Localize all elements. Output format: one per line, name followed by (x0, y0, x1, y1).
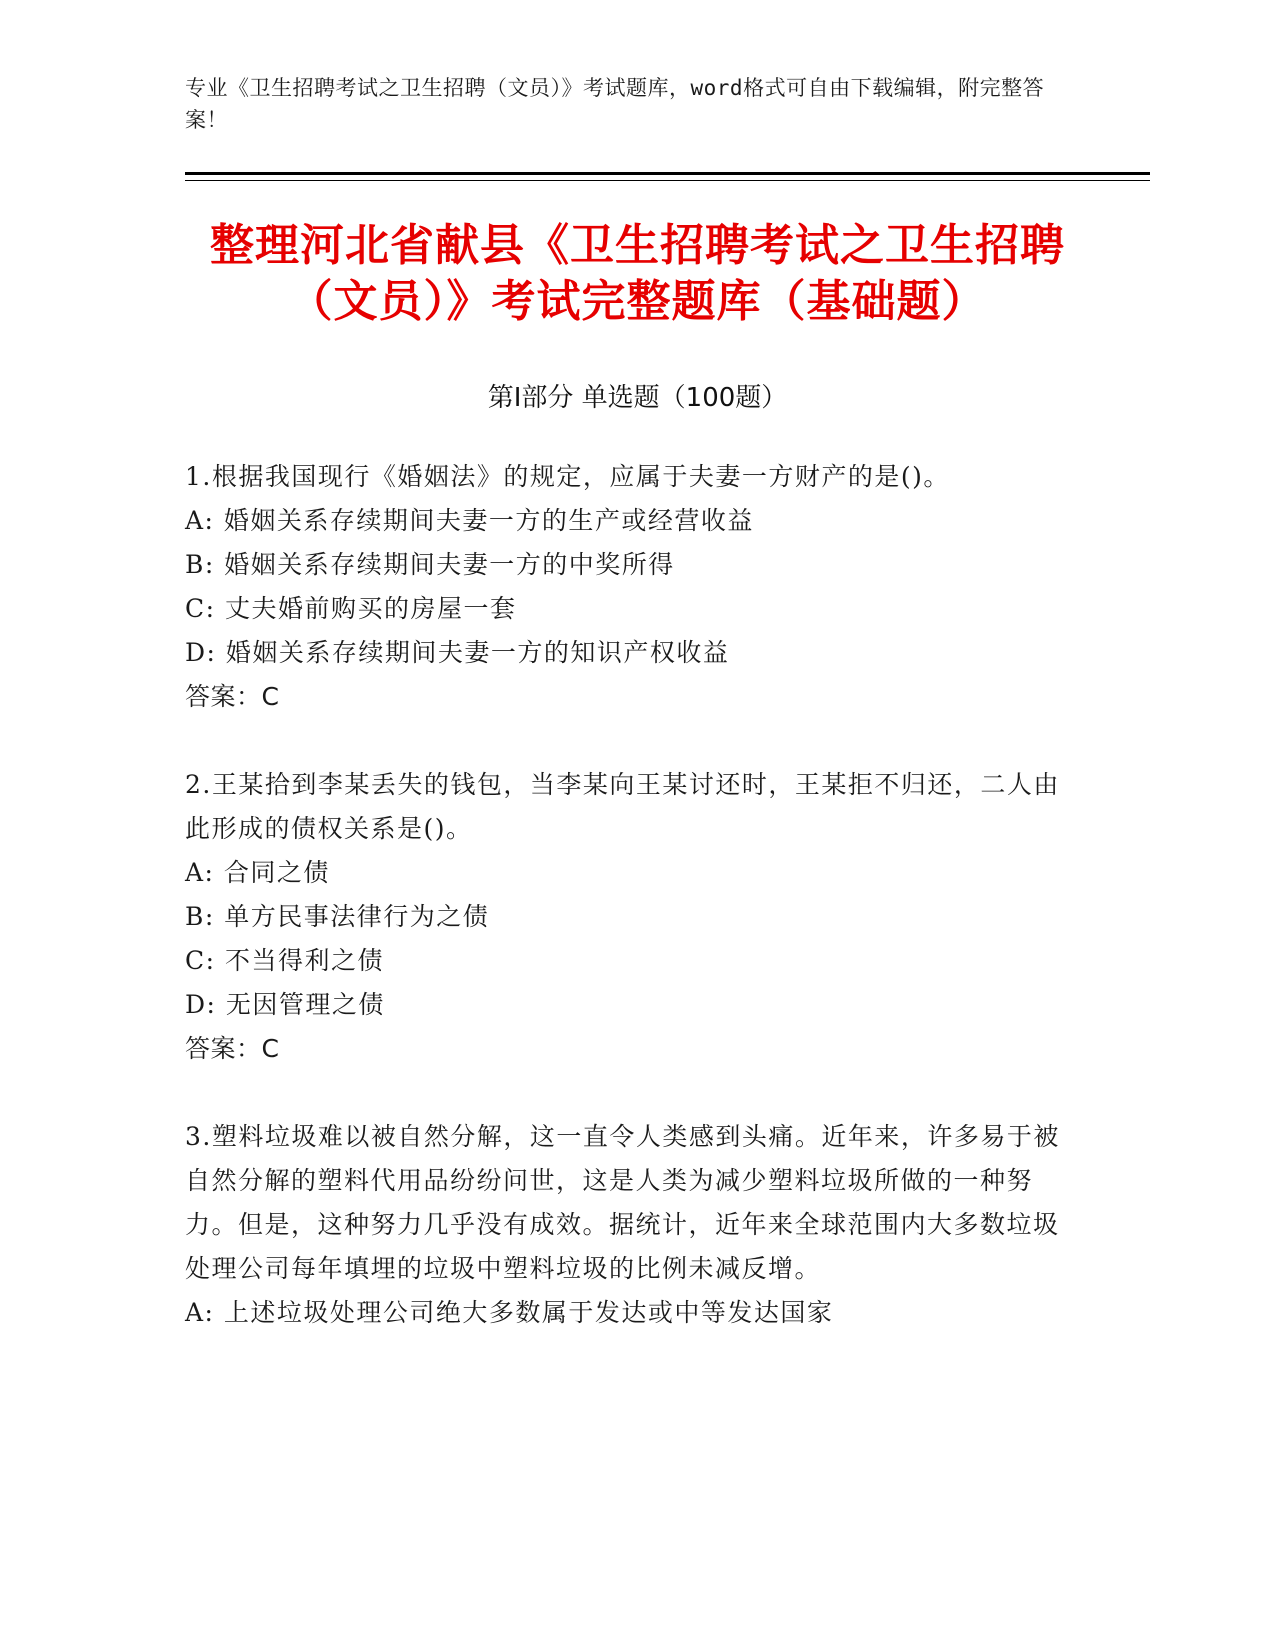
title-line-2: （文员）》考试完整题库（基础题） (288, 276, 987, 327)
option-b: B: 婚姻关系存续期间夫妻一方的中奖所得 (185, 550, 675, 579)
section-heading: 第Ⅰ部分 单选题（100题） (487, 383, 788, 413)
option-d: D: 无因管理之债 (185, 990, 385, 1019)
header-rule-thick (185, 172, 1150, 175)
option-c: C: 不当得利之债 (185, 946, 384, 975)
option-b: B: 单方民事法律行为之债 (185, 902, 490, 931)
title-line-1: 整理河北省献县《卫生招聘考试之卫生招聘 (210, 220, 1065, 271)
question-3 (185, 1115, 1085, 1335)
question-1 (185, 455, 1085, 719)
question-text: 1.根据我国现行《婚姻法》的规定，应属于夫妻一方财产的是()。 (185, 462, 950, 491)
option-c: C: 丈夫婚前购买的房屋一套 (185, 594, 517, 623)
answer: 答案：C (185, 682, 280, 711)
option-a: A: 合同之债 (185, 858, 330, 887)
answer: 答案：C (185, 1034, 280, 1063)
option-d: D: 婚姻关系存续期间夫妻一方的知识产权收益 (185, 638, 730, 667)
option-a: A: 婚姻关系存续期间夫妻一方的生产或经营收益 (185, 506, 754, 535)
question-text: 2.王某拾到李某丢失的钱包，当李某向王某讨还时，王某拒不归还，二人由此形成的债权关系是()。 (185, 770, 1060, 843)
option-a: A: 上述垃圾处理公司绝大多数属于发达或中等发达国家 (185, 1298, 834, 1327)
document-title (150, 218, 1125, 330)
question-text: 3.塑料垃圾难以被自然分解，这一直令人类感到头痛。近年来，许多易于被自然分解的塑料代用品纷纷问世，这是人类为减少塑料垃圾所做的一种努力。但是，这种努力几乎没有成效。据统计，近年来全球范围内大多数垃圾处理公司每年填埋的垃圾中塑料垃圾的比例未减反增。 (185, 1122, 1060, 1283)
header-text: 专业《卫生招聘考试之卫生招聘（文员）》考试题库，word格式可自由下载编辑，附完整答案！ (185, 76, 1045, 132)
page-header (185, 72, 1085, 136)
header-rule-thin (185, 180, 1150, 181)
question-list (185, 455, 1085, 1379)
question-2 (185, 763, 1085, 1071)
